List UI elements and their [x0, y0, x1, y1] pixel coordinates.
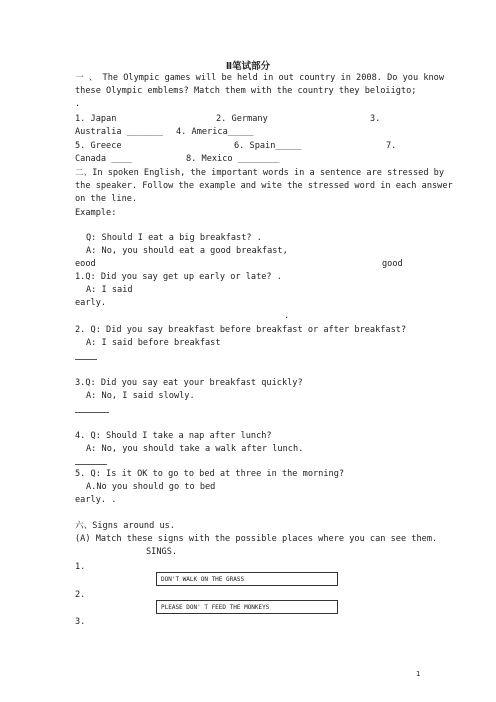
section1-intro-line2: these Olympic emblems? Match them with the country they beloiigto;: [75, 86, 417, 96]
answer-4: A: No, you should take a walk after lunch.: [86, 444, 304, 454]
stray-dot: .: [284, 311, 290, 321]
example-question: Q: Should I eat a big breakfast? .: [86, 233, 262, 243]
answer-3: A: No, I said slowly.: [86, 391, 195, 401]
answer-1: A: I said: [86, 285, 133, 295]
question-1: 1.Q: Did you say get up early or late? .: [75, 272, 282, 282]
example-word-right: good: [382, 259, 403, 269]
answer-blank[interactable]: [75, 464, 107, 465]
example-answer: A: No, you should eat a good breakfast,: [86, 246, 288, 256]
sign-number: 3.: [75, 617, 86, 627]
question-4: 4. Q: Should I take a nap after lunch?: [75, 431, 272, 441]
country-item: 1. Japan: [75, 114, 117, 124]
section1-dot: .: [75, 99, 81, 109]
example-label: Example:: [75, 208, 117, 218]
answer-2: A: I said before breakfast: [86, 338, 221, 348]
sign-number: 1.: [75, 562, 86, 572]
sings-label: SINGS.: [146, 547, 178, 557]
country-item: Canada ____: [75, 154, 132, 164]
question-3: 3.Q: Did you say eat your breakfast quickly?: [75, 378, 303, 388]
page-title: Ⅱ笔试部分: [225, 61, 271, 72]
example-word-left: eood: [75, 259, 96, 269]
country-item: 6. Spain_____: [234, 141, 302, 151]
section6-instruction: (A) Match these signs with the possible places where you can see them.: [75, 534, 438, 544]
answer-5-cont: early. .: [75, 495, 117, 505]
country-item: Australia _______: [75, 127, 163, 137]
country-item: 4. America_____: [176, 127, 254, 137]
question-5: 5. Q: Is it OK to go to bed at three in the morning?: [75, 469, 345, 479]
answer-1-cont: early.: [75, 298, 107, 308]
sign-number: 2.: [75, 590, 86, 600]
section2-intro-line1: 二、In spoken English, the important words in a sentence are stressed by: [75, 168, 445, 178]
page-number: 1: [416, 670, 421, 678]
sign-box: PLEASE DON' T FEED THE MONKEYS: [156, 600, 338, 614]
country-item: 5. Greece: [75, 141, 122, 151]
answer-5: A.No you should go to bed: [86, 482, 216, 492]
country-item: 3.: [370, 114, 381, 124]
country-item: 7.: [386, 141, 397, 151]
section1-intro-line1: 一 、 The Olympic games will be held in out country in 2008. Do you know: [75, 73, 445, 83]
section2-intro-line2: the speaker. Follow the example and wite the stressed word in each answer: [75, 181, 453, 191]
sign-box: DON'T WALK ON THE GRASS: [156, 572, 338, 586]
section2-intro-line3: on the line.: [75, 194, 138, 204]
answer-blank[interactable]: [75, 359, 97, 360]
section6-heading: 六、Signs around us.: [75, 521, 175, 531]
question-2: 2. Q: Did you say breakfast before breakfast or after breakfast?: [75, 325, 407, 335]
answer-blank[interactable]: [75, 412, 109, 413]
country-item: 8. Mexico ________: [186, 154, 280, 164]
country-item: 2. Germany: [216, 114, 268, 124]
